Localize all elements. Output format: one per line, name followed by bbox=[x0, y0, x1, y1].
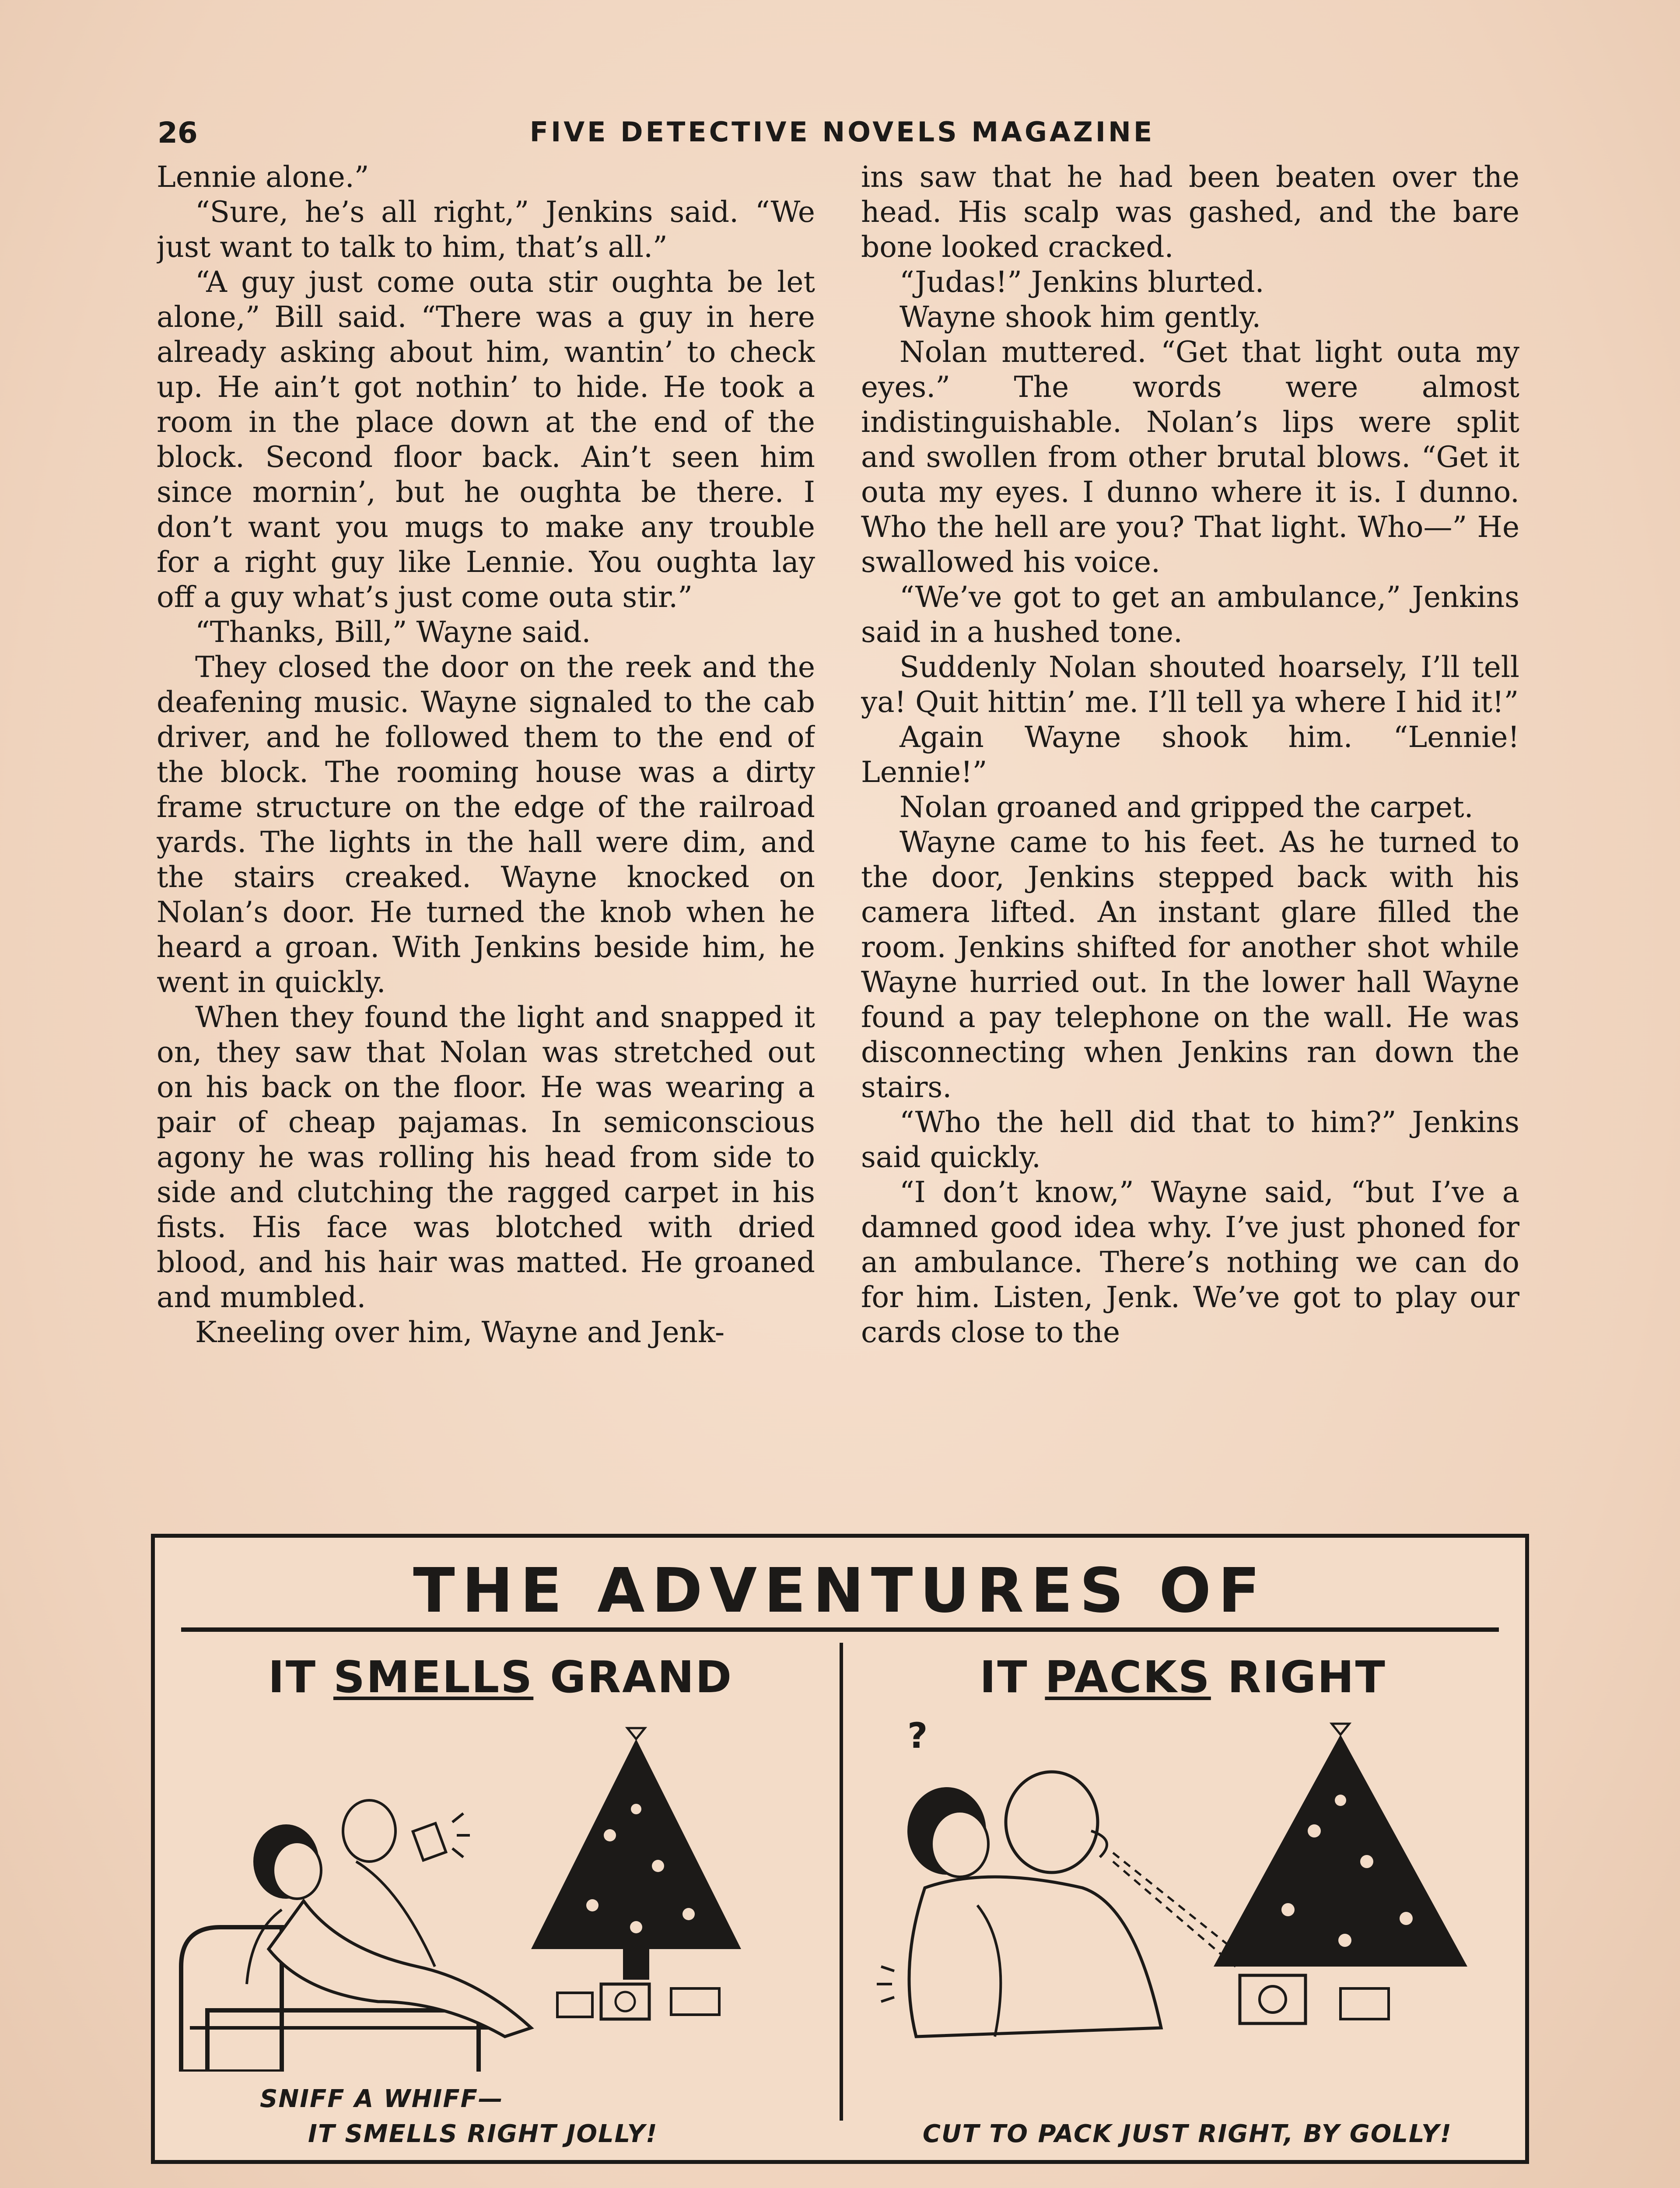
paragraph: Suddenly Nolan shouted hoarsely, I’ll tell ya! Quit hittin’ me. I’ll tell ya where I hid it!” bbox=[861, 650, 1519, 719]
panel-heading bbox=[846, 1652, 1520, 1703]
paragraph: Again Wayne shook him. “Lennie! Lennie!” bbox=[861, 720, 1519, 789]
running-title: FIVE DETECTIVE NOVELS MAGAZINE bbox=[529, 116, 1155, 148]
paragraph: When they found the light and snapped it on, they saw that Nolan was stretched out on his back on the floor. He was wearing a pair of cheap pajamas. In semiconscious agony he was rolling his head from side to side and clutching the ragged carpet in his fists. His face was blotched with dried blood, and his hair was matted. He groaned and mumbled. bbox=[157, 1000, 815, 1314]
paragraph: “Judas!” Jenkins blurted. bbox=[900, 265, 1264, 299]
comic-advertisement bbox=[151, 1534, 1529, 2164]
heading-word: IT bbox=[980, 1652, 1029, 1703]
paragraph: Lennie alone.” bbox=[157, 160, 369, 194]
paragraph: They closed the door on the reek and the deafening music. Wayne signaled to the cab driver, and he followed them to the end of the block. The rooming house was a dirty frame structure on the edge of the railroad yards. The lights in the hall were dim, and the stairs creaked. Wayne knocked on Nolan’s door. He turned the knob when he heard a groan. With Jenkins beside him, he went in quickly. bbox=[157, 650, 815, 999]
paragraph: “We’ve got to get an ambulance,” Jenkins said in a hushed tone. bbox=[861, 580, 1519, 649]
paragraph: Wayne shook him gently. bbox=[900, 300, 1261, 334]
paragraph: “I don’t know,” Wayne said, “but I’ve a damned good idea why. I’ve just phoned for an ambulance. There’s nothing we can do for him. Listen, Jenk. We’ve got to play our cards close to the bbox=[861, 1175, 1519, 1349]
paragraph: Wayne came to his feet. As he turned to the door, Jenkins stepped back with his camera lifted. An instant glare filled the room. Jenkins shifted for another shot while Wayne hurried out. In the lower hall Wayne found a pay telephone on the wall. He was disconnecting when Jenkins ran down the stairs. bbox=[861, 825, 1519, 1104]
panel-caption: CUT TO PACK JUST RIGHT, BY GOLLY! bbox=[922, 2120, 1452, 2148]
paragraph: Nolan groaned and gripped the carpet. bbox=[900, 790, 1474, 824]
ad-panel-left bbox=[164, 1638, 837, 2155]
ad-title: THE ADVENTURES OF bbox=[413, 1555, 1267, 1627]
question-mark: ? bbox=[907, 1722, 928, 1756]
paragraph: “Thanks, Bill,” Wayne said. bbox=[195, 615, 591, 649]
panel-caption-line-2: IT SMELLS RIGHT JOLLY! bbox=[308, 2120, 658, 2148]
sniffing-man-tree-illustration bbox=[855, 1722, 1511, 2072]
page-number: 26 bbox=[158, 116, 198, 150]
heading-underlined-word: PACKS bbox=[1045, 1652, 1211, 1703]
panel-divider bbox=[840, 1643, 843, 2121]
ad-title-rule bbox=[181, 1627, 1499, 1632]
paragraph: “A guy just come outa stir oughta be let alone,” Bill said. “There was a guy in here already asking about him, wantin’ to check up. He ain’t got nothin’ to hide. He took a room in the place down at the end of the block. Second floor back. Ain’t seen him since mornin’, but he oughta be there. I don’t want you mugs to make any trouble for a right guy like Lennie. You oughta lay off a guy what’s just come outa stir.” bbox=[157, 265, 815, 614]
paragraph: Nolan muttered. “Get that light outa my eyes.” The words were almost indistinguishable. Nolan’s lips were split and swollen from other brutal blows. “Get it outa my eyes. I dunno where it is. I dunno. Who the hell are you? That light. Who—” He swallowed his voice. bbox=[861, 335, 1519, 579]
couch-tree-illustration bbox=[172, 1722, 829, 2072]
text-column-left bbox=[157, 160, 815, 1503]
panel-heading bbox=[164, 1652, 837, 1703]
heading-word: GRAND bbox=[550, 1652, 733, 1703]
paragraph: ins saw that he had been beaten over the head. His scalp was gashed, and the bare bone looked cracked. bbox=[861, 160, 1519, 264]
heading-underlined-word: SMELLS bbox=[333, 1652, 534, 1703]
paragraph: Kneeling over him, Wayne and Jenk- bbox=[195, 1315, 725, 1349]
text-column-right bbox=[861, 160, 1519, 1503]
heading-word: IT bbox=[268, 1652, 317, 1703]
heading-word: RIGHT bbox=[1227, 1652, 1386, 1703]
ad-panel-right bbox=[846, 1638, 1520, 2155]
paragraph: “Sure, he’s all right,” Jenkins said. “We just want to talk to him, that’s all.” bbox=[157, 195, 815, 264]
panel-caption-line-1: SNIFF A WHIFF— bbox=[260, 2085, 504, 2113]
page-header bbox=[158, 116, 1527, 155]
paragraph: “Who the hell did that to him?” Jenkins said quickly. bbox=[861, 1105, 1519, 1174]
